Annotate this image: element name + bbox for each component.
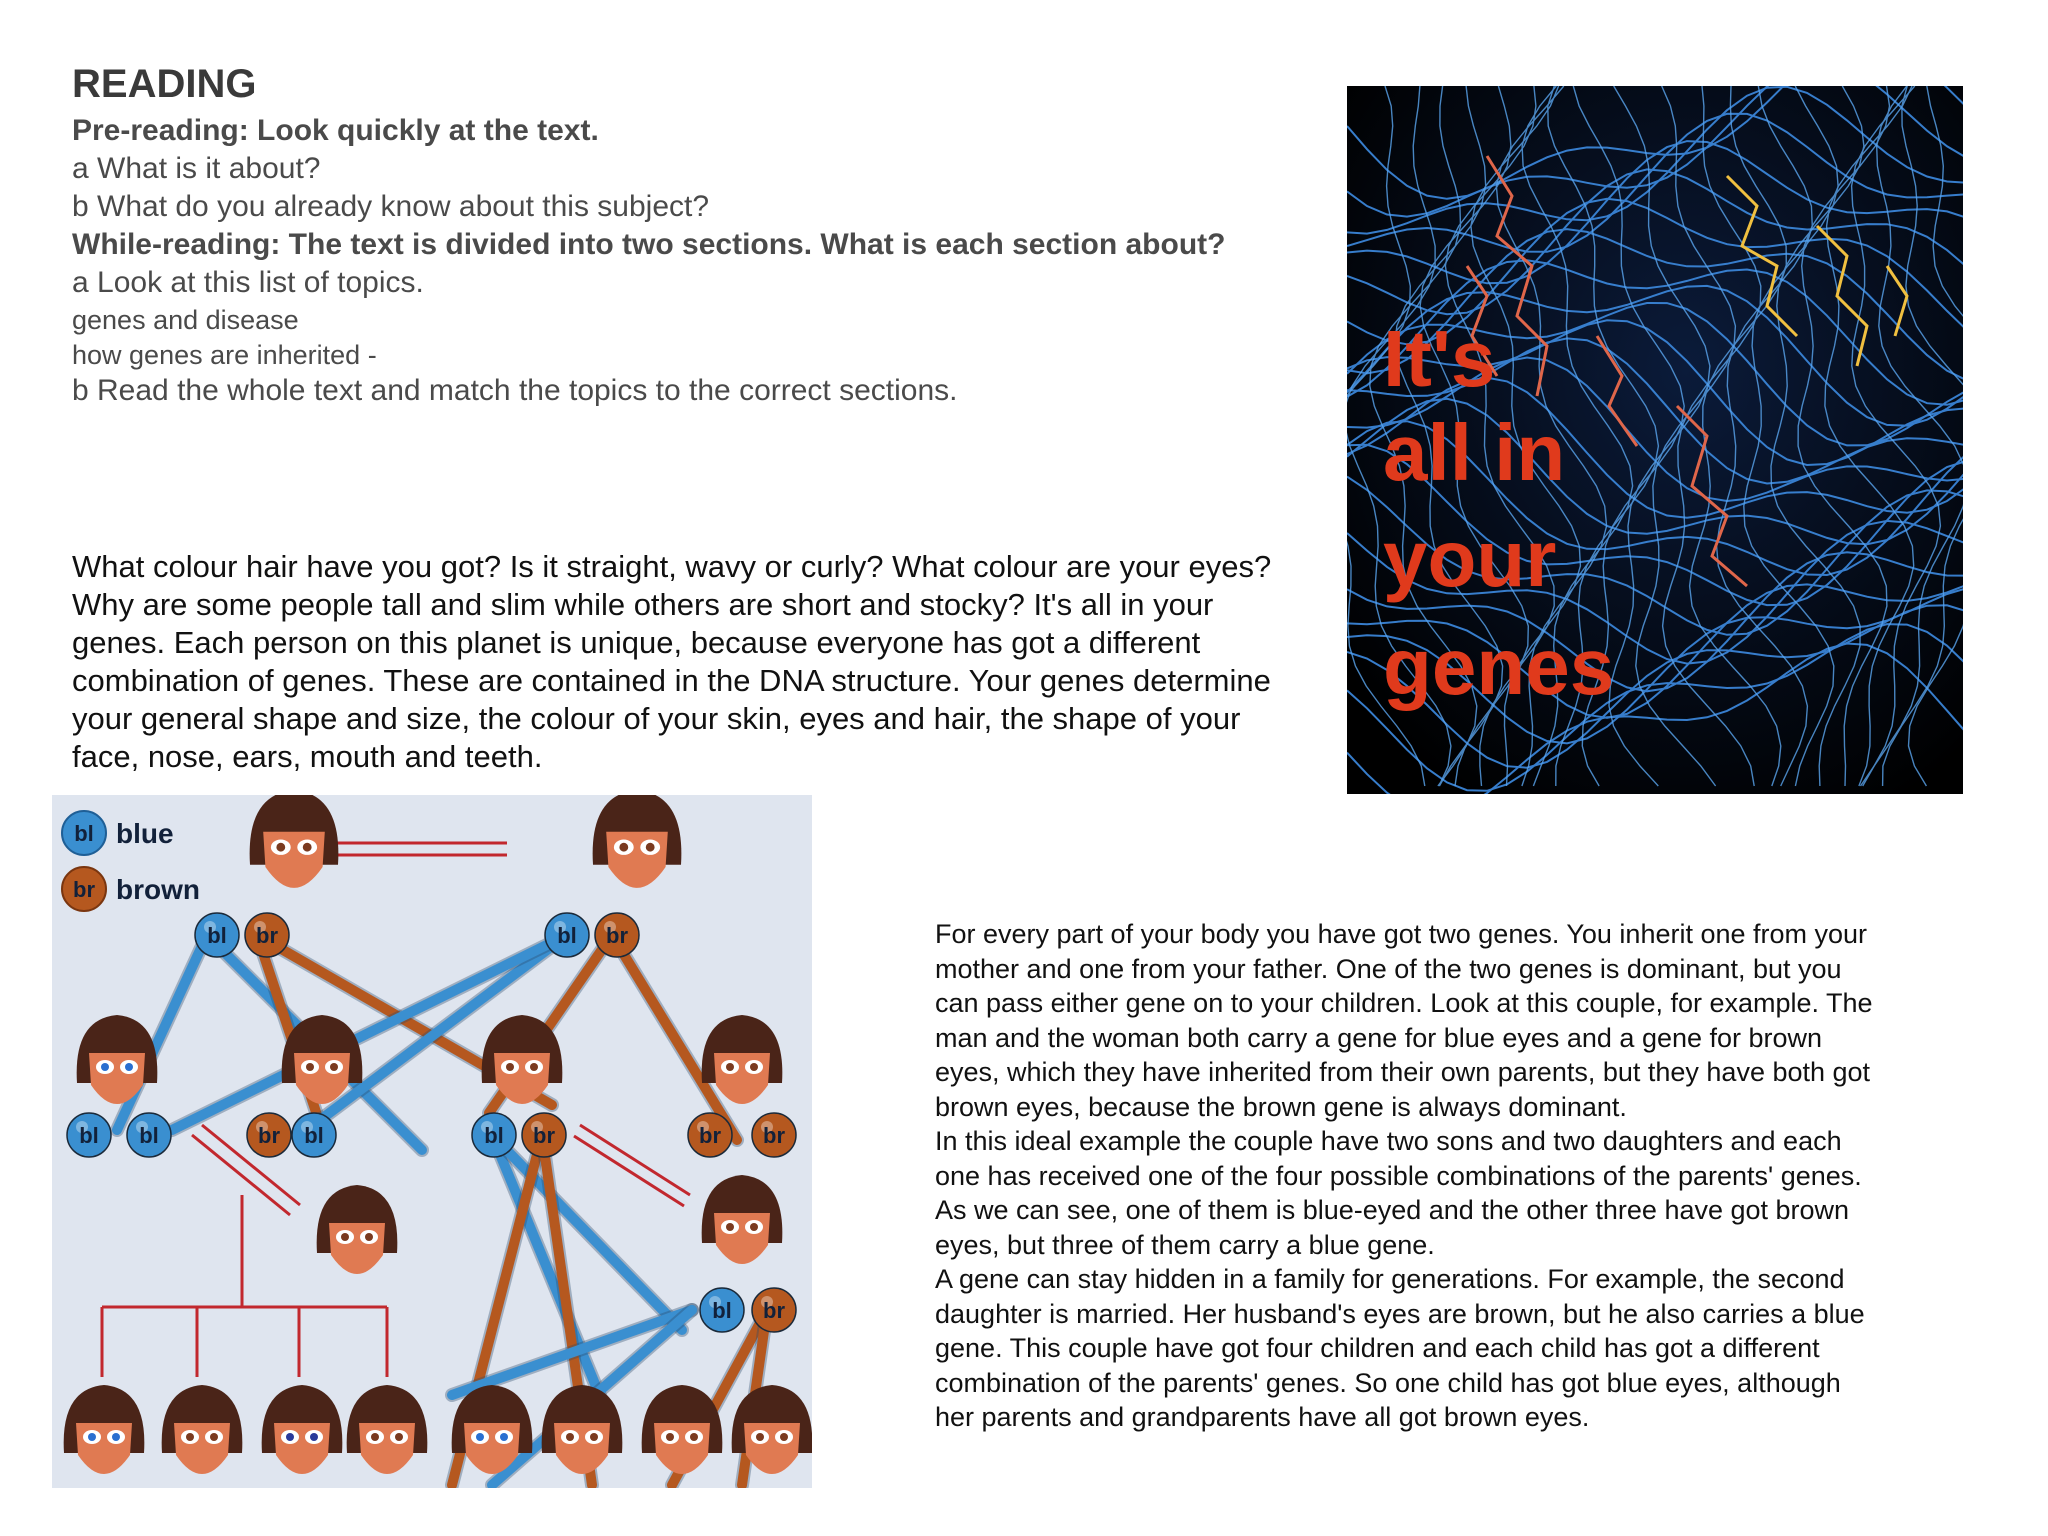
intro-paragraph xyxy=(72,548,1332,776)
body-line: mother and one from your father. One of the two genes is dominant, but you xyxy=(935,953,1842,984)
body-line: daughter is married. Her husband's eyes are brown, but he also carries a blue xyxy=(935,1298,1865,1329)
eye-iris xyxy=(186,1433,194,1441)
gene-code-label: bl xyxy=(557,923,577,948)
eye-iris xyxy=(566,1433,574,1441)
body-line: In this ideal example the couple have two sons and two daughters and each xyxy=(935,1126,1842,1156)
eye-iris xyxy=(306,1063,314,1071)
body-line: combination of the parents' genes. So one child has got blue eyes, although xyxy=(935,1367,1841,1398)
eye-iris xyxy=(303,843,312,852)
gene-code-label: br xyxy=(763,1123,785,1148)
eye-iris xyxy=(500,1433,508,1441)
body-line: man and the woman both carry a gene for blue eyes and a gene for brown xyxy=(935,1022,1823,1053)
body-line: eyes, which they have inherited from their own parents, but they have both got xyxy=(935,1057,1871,1087)
inheritance-paragraph xyxy=(935,917,1975,1435)
gene-code-label: br xyxy=(256,923,278,948)
body-line: A gene can stay hidden in a family for generations. For example, the second xyxy=(935,1264,1845,1294)
intro-line: face, nose, ears, mouth and teeth. xyxy=(72,739,543,774)
eye-iris xyxy=(756,1433,764,1441)
eye-iris xyxy=(210,1433,218,1441)
eye-iris xyxy=(646,843,655,852)
eye-iris xyxy=(365,1233,373,1241)
body-line: can pass either gene on to your children. Look at this couple, for example. The xyxy=(935,988,1873,1018)
intro-line: genes. Each person on this planet is unique, because everyone has got a different xyxy=(72,625,1201,660)
eye-iris xyxy=(506,1063,514,1071)
eye-iris xyxy=(590,1433,598,1441)
body-line: brown eyes, because the brown gene is always dominant. xyxy=(935,1091,1627,1122)
eye-iris xyxy=(286,1433,294,1441)
eye-iris xyxy=(780,1433,788,1441)
poster-title-line: all in xyxy=(1383,408,1566,497)
eye-iris xyxy=(666,1433,674,1441)
family-tree-diagram xyxy=(52,795,812,1488)
body-line: one has received one of the four possible combinations of the parents' genes. xyxy=(935,1160,1862,1191)
dna-mesh-graphic xyxy=(1347,86,1963,794)
legend-code: bl xyxy=(74,821,94,846)
legend-label: brown xyxy=(116,874,200,905)
eye-iris xyxy=(125,1063,133,1071)
eye-iris xyxy=(750,1223,758,1231)
gene-code-label: bl xyxy=(79,1123,99,1148)
eye-iris xyxy=(530,1063,538,1071)
body-line: As we can see, one of them is blue-eyed and the other three have got brown xyxy=(935,1195,1850,1225)
eye-iris xyxy=(750,1063,758,1071)
gene-code-label: br xyxy=(258,1123,280,1148)
body-line: gene. This couple have got four children and each child has got a different xyxy=(935,1333,1820,1363)
eye-iris xyxy=(276,843,285,852)
gene-code-label: br xyxy=(699,1123,721,1148)
page-title: READING xyxy=(72,62,257,106)
eye-iris xyxy=(88,1433,96,1441)
topic-item: genes and disease xyxy=(72,305,299,335)
eye-iris xyxy=(101,1063,109,1071)
gene-code-label: bl xyxy=(484,1123,504,1148)
topic-item: how genes are inherited - xyxy=(72,340,377,370)
gene-code-label: bl xyxy=(304,1123,324,1148)
eye-iris xyxy=(395,1433,403,1441)
body-line: For every part of your body you have got two genes. You inherit one from your xyxy=(935,919,1868,949)
eye-iris xyxy=(341,1233,349,1241)
eye-iris xyxy=(726,1063,734,1071)
poster-title-line: It's xyxy=(1383,314,1496,403)
gene-code-label: br xyxy=(533,1123,555,1148)
gene-code-label: br xyxy=(606,923,628,948)
poster-title-line: genes xyxy=(1383,622,1615,711)
whilereading-task-b: b Read the whole text and match the topics to the correct sections. xyxy=(72,374,958,407)
prereading-question-a: a What is it about? xyxy=(72,152,321,185)
whilereading-task-a: a Look at this list of topics. xyxy=(72,266,424,299)
body-line: eyes, but three of them carry a blue gene. xyxy=(935,1229,1435,1260)
prereading-question-b: b What do you already know about this subject? xyxy=(72,190,710,223)
gene-code-label: bl xyxy=(207,923,227,948)
dna-poster-image xyxy=(1347,86,1963,794)
eye-iris xyxy=(619,843,628,852)
eye-iris xyxy=(371,1433,379,1441)
gene-code-label: br xyxy=(763,1298,785,1323)
family-tree-graphic xyxy=(52,795,812,1488)
poster-title-line: your xyxy=(1383,514,1557,603)
eye-iris xyxy=(112,1433,120,1441)
intro-line: Why are some people tall and slim while others are short and stocky? It's all in your xyxy=(72,587,1214,622)
gene-code-label: bl xyxy=(712,1298,732,1323)
whilereading-title: While-reading: The text is divided into two sections. What is each section about? xyxy=(72,228,1226,261)
eye-iris xyxy=(330,1063,338,1071)
eye-iris xyxy=(726,1223,734,1231)
intro-line: What colour hair have you got? Is it straight, wavy or curly? What colour are your eyes? xyxy=(72,549,1272,584)
legend-label: blue xyxy=(116,818,174,849)
intro-line: combination of genes. These are contained in the DNA structure. Your genes determine xyxy=(72,663,1271,698)
gene-code-label: bl xyxy=(139,1123,159,1148)
eye-iris xyxy=(690,1433,698,1441)
prereading-title: Pre-reading: Look quickly at the text. xyxy=(72,114,599,147)
eye-iris xyxy=(310,1433,318,1441)
eye-iris xyxy=(476,1433,484,1441)
legend-code: br xyxy=(73,877,95,902)
body-line: her parents and grandparents have all got brown eyes. xyxy=(935,1402,1590,1432)
intro-line: your general shape and size, the colour of your skin, eyes and hair, the shape of your xyxy=(72,701,1241,736)
